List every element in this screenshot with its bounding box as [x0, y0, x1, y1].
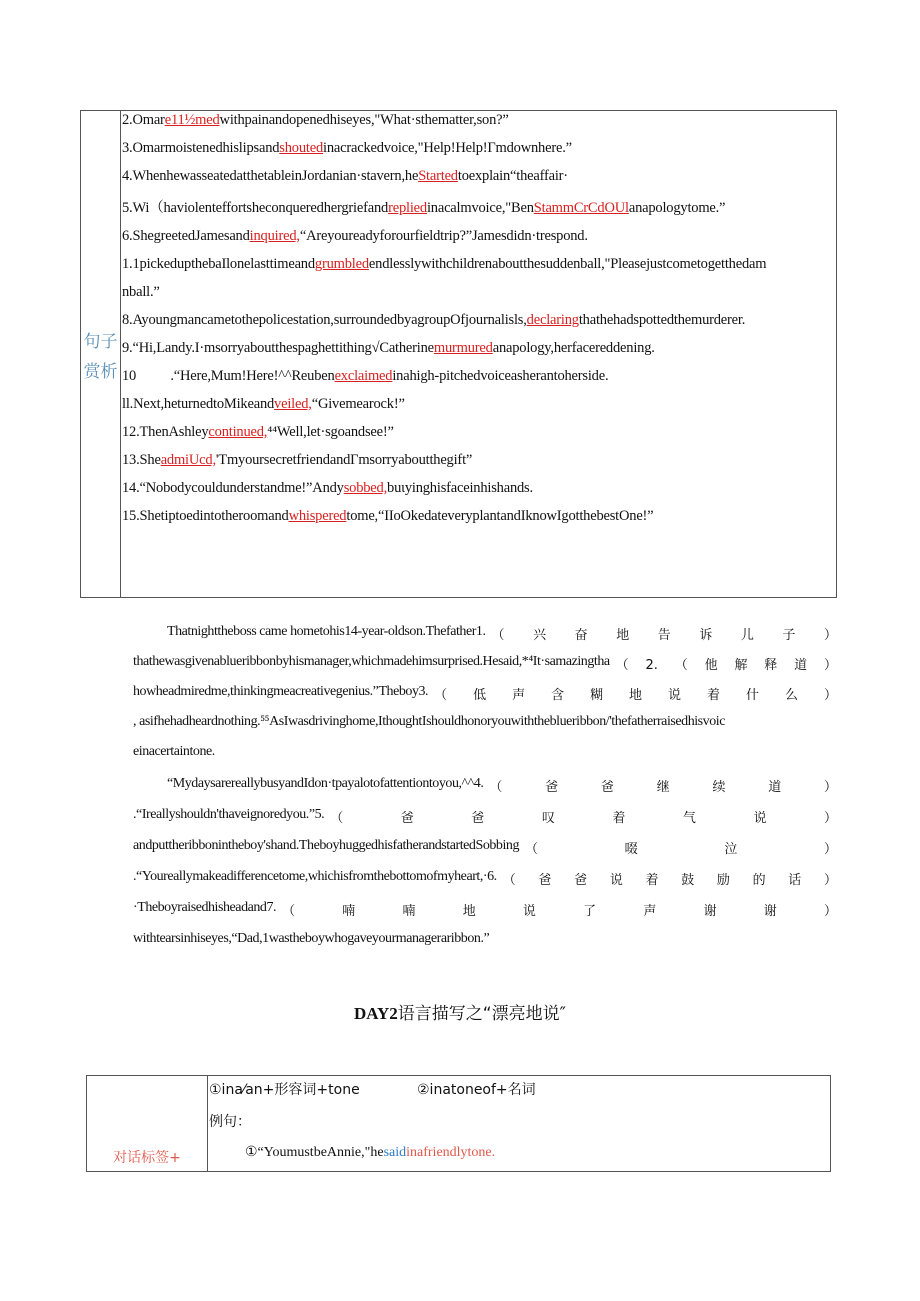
line-text: thathewasgivenablueribbonbyhismanager,whichmadehimsurprised.Hesaid,*⁴It·samazingtha: [133, 654, 610, 669]
line-text: “MydaysarereallybusyandIdon·tpayalotofattentiontoyou,^^4.: [167, 776, 484, 791]
label-cell: [81, 111, 121, 597]
row-label: 对话标签+: [113, 1150, 181, 1166]
title-en: DAY2: [354, 1004, 398, 1023]
highlight: grumbled: [314, 256, 369, 272]
line-text: , asifhehadheardnothing.⁵⁵AsIwasdrivinghome,IthoughtIshouldhonoryouwiththeblueribbon/'thefatherraisedhisvoic: [133, 714, 725, 729]
text: anapologytome.”: [628, 200, 726, 216]
blank-hint: （爸爸说着鼓励的话）: [502, 873, 837, 888]
passage-line: [133, 744, 837, 760]
highlight: StammCrCdOUl: [533, 200, 629, 216]
sentence: [122, 340, 655, 357]
sentence: [122, 508, 653, 525]
text: endlesslywithchildrenaboutthesuddenball,"Pleasejustcometogetthedam: [368, 256, 767, 272]
text: withpainandopenedhiseyes,"What·sthematter,son?”: [219, 112, 509, 128]
passage-line: [133, 838, 837, 857]
text: 8.Ayoungmancametothepolicestation,surroundedbyagroupOfjournalisls,: [122, 312, 527, 328]
sentence: [122, 424, 394, 441]
text: ①“YoumustbeAnnie,"he: [245, 1145, 384, 1160]
text: 9.“Hi,Landy.I·msorryaboutthespaghettithing√Catherine: [122, 340, 434, 356]
sentence: [122, 396, 405, 413]
blank-hint: （爸爸继续道）: [489, 780, 837, 795]
text: 'TmyoursecretfriendandΓmsorryaboutthegift”: [215, 452, 473, 468]
line-text: howheadmiredme,thinkingmeacreativegenius.”Theboy3.: [133, 684, 429, 699]
highlight: e11½med: [164, 112, 220, 128]
pattern-1: ①ina⁄an+形容词+tone: [209, 1082, 360, 1098]
sentence: [122, 452, 472, 469]
highlight: continued,: [208, 424, 268, 440]
text: “Givemearock!”: [311, 396, 405, 412]
highlight: shouted: [279, 140, 324, 156]
sentence: [122, 284, 160, 301]
text: thathehadspottedthemurderer.: [578, 312, 746, 328]
text: 13.She: [122, 452, 161, 468]
passage-line: [133, 624, 837, 643]
label-line: 句子: [83, 332, 118, 352]
highlight: sobbed,: [343, 480, 388, 496]
label-line: 赏析: [83, 362, 118, 382]
highlight: veiled,: [274, 396, 312, 412]
passage-line: [133, 869, 837, 888]
passage-line: [133, 714, 837, 730]
passage-line: [133, 807, 837, 826]
line-text: Thatnighttheboss came hometohis14-year-oldson.Thefather1.: [167, 624, 486, 639]
passage-line: [133, 931, 837, 947]
text: buιyinghisfaceinhishands.: [387, 480, 533, 496]
title-cn: 语言描写之“漂亮地说″: [397, 1004, 566, 1024]
blank-hint: （兴奋地告诉儿子）: [491, 628, 837, 643]
text: 4.WhenhewasseatedatthetableinJordanian·stavern,he: [122, 168, 419, 184]
text: 10 .“Here,Mum!Here!^^Reuben: [122, 368, 335, 384]
passage-line: [133, 684, 837, 703]
blank-hint: （啜泣）: [525, 842, 837, 857]
line-text: einacertaintone.: [133, 744, 215, 759]
dialogue-tag-table: [86, 1075, 831, 1172]
sentence: [122, 480, 533, 497]
sentence: [122, 228, 588, 245]
highlight: declaring: [526, 312, 579, 328]
label-cell: [87, 1076, 208, 1171]
highlight: Started: [418, 168, 458, 184]
sentence: [122, 168, 568, 185]
passage-line: [133, 654, 837, 673]
text: inahigh-pitchedvoiceasherantoherside.: [392, 368, 609, 384]
text: 6.ShegreetedJamesand: [122, 228, 250, 244]
text: tome,“IIoOkedateveryplantandIknowIgotthebestOne!”: [346, 508, 654, 524]
text: anapology,herfacereddening.: [492, 340, 655, 356]
passage-line: [133, 776, 837, 795]
tone-phrase: inafriendlytone.: [406, 1145, 496, 1160]
highlight: murmured: [433, 340, 493, 356]
text: inacrackedvoice,"Help!Help!Γmdownhere.”: [323, 140, 572, 156]
blank-hint: （喃喃地说了声谢谢）: [282, 904, 837, 919]
text: 5.Wi（haviolenteffortsheconqueredhergriefand: [122, 200, 389, 216]
line-text: .“Ireallyshouldn'thaveignoredyou.”5.: [133, 807, 325, 822]
sentence: [122, 256, 766, 273]
text: 12.ThenAshley: [122, 424, 209, 440]
example-label: 例句：: [209, 1114, 251, 1130]
sentence: [122, 196, 725, 217]
text: “Areyoureadyforourfieldtrip?”Jamesdidn·trespond.: [299, 228, 588, 244]
blank-hint: （爸爸叹着气说）: [330, 811, 837, 826]
text: 2.Omar: [122, 112, 165, 128]
line-text: ·Theboyraisedhisheadand7.: [133, 900, 277, 915]
row-label: [81, 327, 120, 387]
highlight: admiUcd,: [160, 452, 216, 468]
example-sentence: [245, 1144, 495, 1161]
pattern-2: ②inatoneof+名词: [417, 1082, 536, 1098]
text: 1.1pickedupthebaIlonelasttimeand: [122, 256, 315, 272]
text: inacalmvoice,"Ben: [426, 200, 534, 216]
line-text: .“Youreallymakeadifferencetome,whichisfromthebottomofmyheart,·6.: [133, 869, 497, 884]
sentence: [122, 140, 572, 157]
text: nball.”: [122, 284, 160, 300]
line-text: withtearsinhiseyes,“Dad,1wastheboywhogaveyourmanageraribbon.”: [133, 931, 490, 946]
sentence: [122, 312, 745, 329]
text: 3.Omarmoistenedhislipsand: [122, 140, 280, 156]
passage-line: [133, 900, 837, 919]
blank-hint: （低声含糊地说着什么）: [434, 688, 837, 703]
text: 14.“Nobodycouldunderstandme!”Andy: [122, 480, 344, 496]
said-word: said: [383, 1145, 407, 1160]
text: toexplain“theaffair·: [457, 168, 568, 184]
sentence-analysis-table: [80, 110, 837, 598]
line-text: andputtheribbonintheboy'shand.TheboyhuggedhisfatherandstartedSobbing: [133, 838, 520, 853]
text: ⁴⁴Well,let·sgoandsee!”: [267, 424, 394, 440]
text: 15.Shetiptoedintotheroomand: [122, 508, 289, 524]
highlight: whispered: [288, 508, 347, 524]
highlight: replied: [388, 200, 427, 216]
sentence: [122, 112, 509, 129]
sentence: [122, 368, 608, 385]
text: ll.Next,heturnedtoMikeand: [122, 396, 275, 412]
section-title: [0, 999, 920, 1024]
highlight: exclaimed: [334, 368, 393, 384]
highlight: inquired,: [249, 228, 300, 244]
blank-hint: （2.（他解释道）: [615, 658, 837, 673]
